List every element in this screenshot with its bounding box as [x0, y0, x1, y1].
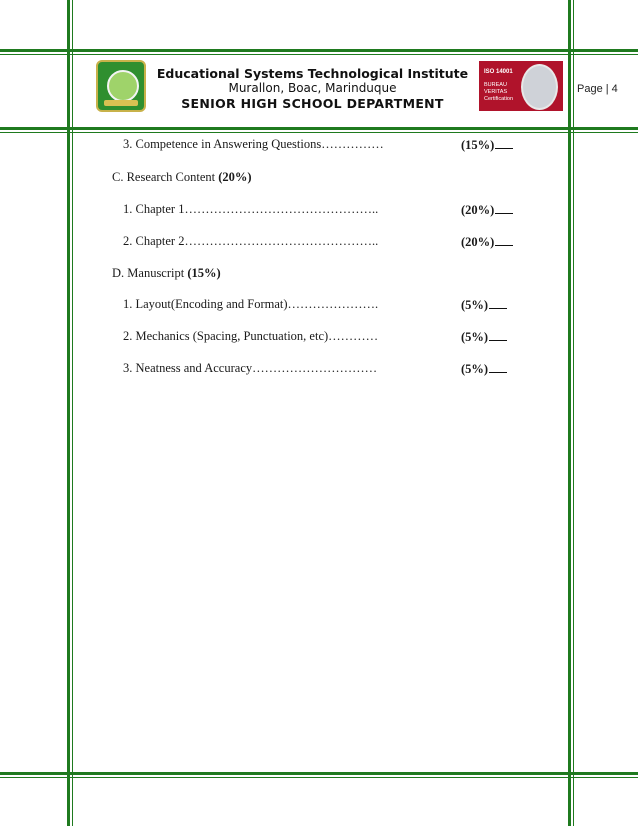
- school-logo-emblem: [107, 70, 139, 102]
- item-text: 2. Mechanics (Spacing, Punctuation, etc)…………: [123, 329, 379, 343]
- frame-right-thin: [573, 0, 574, 826]
- item-layout-percent: (5%): [461, 297, 507, 313]
- item-chapter1-percent: (20%): [461, 202, 513, 218]
- item-text: 1. Layout(Encoding and Format)………………….: [123, 297, 379, 311]
- frame-footer-thin: [0, 777, 638, 778]
- page-number: Page | 4: [577, 83, 618, 95]
- cert-bureau: BUREAU VERITAS: [484, 82, 508, 95]
- score-blank: [495, 137, 513, 149]
- item-mechanics-percent: (5%): [461, 329, 507, 345]
- score-blank: [495, 234, 513, 246]
- item-mechanics: [123, 329, 378, 344]
- frame-left-thin: [72, 0, 73, 826]
- cert-iso: ISO 14001: [484, 69, 513, 75]
- section-manuscript: D. Manuscript (15%): [112, 266, 221, 280]
- item-chapter2-percent: (20%): [461, 234, 513, 250]
- frame-right-thick: [568, 0, 571, 826]
- item-text: 1. Chapter 1………………………………………..: [123, 202, 379, 216]
- item-chapter1: [123, 202, 378, 217]
- score-blank: [489, 297, 507, 309]
- frame-top-thick: [0, 49, 638, 52]
- frame-top-thin: [0, 54, 638, 55]
- section-research-content: C. Research Content (20%): [112, 170, 252, 184]
- item-text: 2. Chapter 2………………………………………..: [123, 234, 379, 248]
- institution-name: Educational Systems Technological Institute: [156, 66, 469, 81]
- school-logo: [96, 60, 146, 112]
- bureau-veritas-seal: [521, 64, 558, 110]
- frame-footer-thick: [0, 772, 638, 775]
- item-text: 3. Competence in Answering Questions……………: [123, 137, 384, 151]
- item-competence: [123, 137, 384, 152]
- score-blank: [495, 202, 513, 214]
- cert-certification: Certification: [484, 96, 514, 102]
- department-name: SENIOR HIGH SCHOOL DEPARTMENT: [181, 96, 444, 111]
- header-text: [150, 66, 475, 112]
- item-competence-percent: (15%): [461, 137, 513, 153]
- item-neatness: [123, 361, 377, 376]
- institution-address: Murallon, Boac, Marinduque: [228, 81, 397, 95]
- item-chapter2: [123, 234, 378, 249]
- score-blank: [489, 329, 507, 341]
- item-text: 3. Neatness and Accuracy…………………………: [123, 361, 378, 375]
- school-logo-ribbon: [104, 100, 138, 106]
- item-layout: [123, 297, 378, 312]
- frame-header-bottom-thin: [0, 132, 638, 133]
- frame-header-bottom-thick: [0, 127, 638, 130]
- score-blank: [489, 361, 507, 373]
- frame-left-thick: [67, 0, 70, 826]
- item-neatness-percent: (5%): [461, 361, 507, 377]
- iso-certification-logo: [479, 61, 563, 111]
